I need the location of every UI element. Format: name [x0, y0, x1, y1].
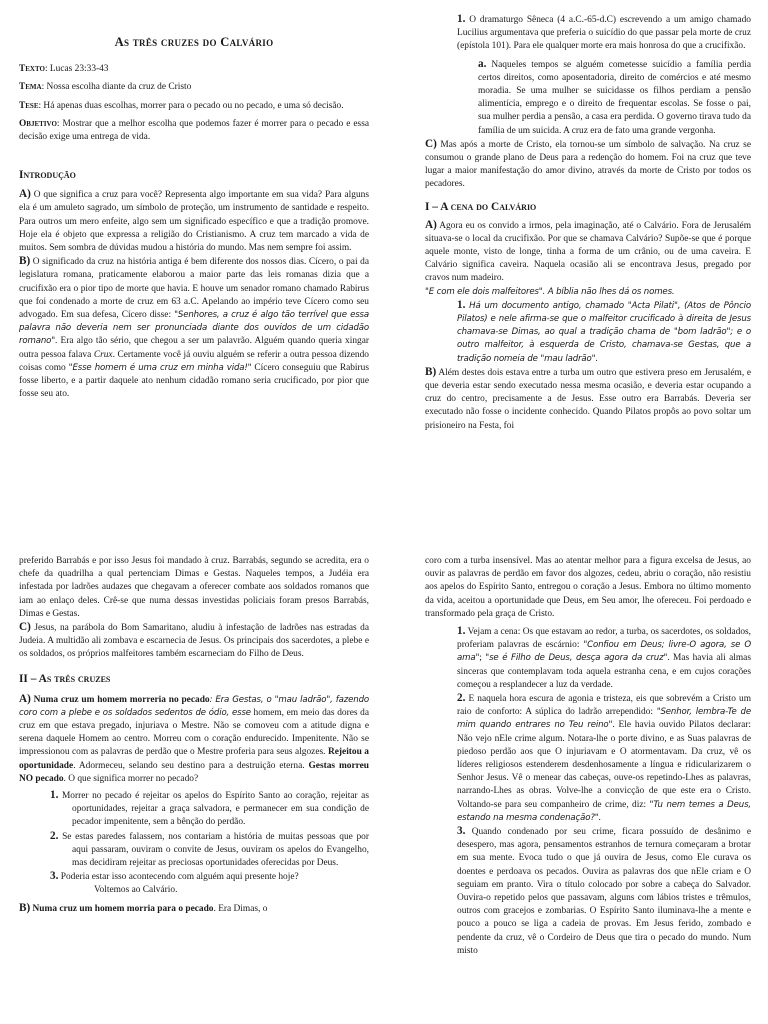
cicero-quote: "Senhores, a cruz é algo tão terrível que essa palavra não deveria nem ser pronunciada diante dos ouvidos de um cidadão romano" [19, 310, 370, 347]
plea-quote: "Senhor, lembra-Te de mim quando entrares no Teu reino" [457, 707, 751, 731]
tese-label: Tese [19, 100, 39, 111]
tema-label: Tema [19, 82, 42, 93]
item-text: Vejam a cena: Os que estavam ao redor, a turba, os sacerdotes, os soldados, proferiam palavras de escárnio: [457, 627, 751, 651]
paragraph-marker: A) [19, 188, 31, 201]
bold-phrase: Rejeitou a oportunidade [19, 747, 369, 771]
acta-pilati-paragraph [425, 299, 751, 366]
item-text: Poderia estar isso acontecendo com alguém aqui presente hoje? [58, 872, 299, 883]
dimas-continuation: coro com a turba insensível. Mas ao atentar melhor para a figura excelsa de Jesus, ao ouvir as palavras de perdão em favor dos algozes, cedeu, abriu o coração, não resistiu aos apelos do Espírito Santo, entregou o coração a Jesus. Embora no último momento da vida, aceitou a oportunidade que Deus, em Seu amor, lhe ofereceu. Foi perdoado e transformado pela graça de Cristo. [425, 556, 751, 619]
section2-heading: II – As três cruzes [19, 672, 111, 685]
gestas-item-1 [19, 789, 369, 830]
item-text: E naquela hora escura de agonia e tristeza, eis que sobrevém a Cristo um raio de conforto: A súplica do ladrão arrependido: [457, 694, 751, 718]
item-marker: 2. [457, 692, 466, 705]
paragraph-marker: A) [425, 218, 437, 231]
calvary-paragraph-b [425, 366, 751, 433]
scene-item-1 [425, 625, 751, 692]
item-marker: 3. [50, 870, 59, 883]
objetivo-line [19, 118, 369, 144]
scene-item-2 [425, 692, 751, 825]
paragraph-marker: B) [19, 901, 31, 914]
item-marker: 3. [457, 825, 466, 838]
page2-right-column [425, 555, 751, 958]
texto-value: : Lucas 23:33-43 [44, 64, 109, 75]
dimas-heading: Numa cruz um homem morria para o pecado [30, 903, 214, 914]
tema-line [19, 81, 369, 94]
paragraph-text: homem, em meio das dores da cruz em que estava pregado, injuriava o Mestre. Não se comoveu com a atitude digna e serena daquele Homem ao centro. Morreu com o coração endurecido. Impenitente. Não se impressionou com as palavras de perdão que o Mestre proferia para seus algozes. [19, 707, 369, 758]
tese-value: : Há apenas duas escolhas, morrer para o pecado ou no pecado, e uma só decisão. [38, 100, 344, 111]
bold-phrase: Gestas morreu NO pecado [19, 760, 369, 784]
item-text: . Mas havia ali almas sinceras que contemplavam toda aquela estranha cena, e em cujos corações começou a resplandecer a luz da verdade. [457, 653, 751, 690]
paragraph-text: . Certamente você já ouviu alguém se referir a outra pessoa dizendo coisas como [19, 349, 369, 373]
paragraph-marker: C) [19, 621, 31, 634]
gestas-paragraph-a [19, 693, 369, 786]
intro-paragraph-a [19, 188, 369, 255]
paragraph-text: . Adormeceu, selando seu destino para a destruição eterna. [73, 760, 309, 771]
paragraph-marker: A) [19, 692, 31, 705]
item-text: ; [479, 653, 486, 664]
calvary-paragraph-a [425, 219, 751, 299]
paragraph-text: Jesus, na parábola do Bom Samaritano, aludiu à infestação de ladrões nas estradas da Judeia. A multidão ali zombava e escarnecia de Jesus. Os principais dos sacerdotes, a plebe e os soldados, os próprios malfeitores também escarneciam do Filho de Deus. [19, 623, 369, 660]
item-marker: 1. [457, 13, 466, 25]
texto-line [19, 63, 369, 76]
acta-pilati-text: Há um documento antigo, chamado "Acta Pilati", (Atos de Pôncio Pilatos) e nele afirma-se que o malfeitor crucificado à direita de Jesus chamava-se Dimas, ao qual a tradição chama de "bom ladrão"; e o outro malfeitor, à esquerda de Cristo, chamava-se Gestas, que a tradição nomeia de "mau ladrão". [457, 300, 751, 364]
item-text: Morrer no pecado é rejeitar os apelos do Espírito Santo ao coração, rejeitar as oportunidades, rejeitar a graça salvadora, e permanecer em sua condição de pecador impenitente, sem a bênção do perdão. [58, 791, 369, 828]
gestas-heading: Numa cruz um homem morreria no pecado [30, 694, 210, 705]
objetivo-value: : Mostrar que a melhor escolha que podemos fazer é morrer para o pecado e essa decisão exige uma entrega de vida. [19, 118, 369, 143]
item-marker: 2. [50, 829, 59, 842]
gestas-item-2 [19, 830, 369, 871]
rebuke-quote: "Tu nem temes a Deus, estando na mesma condenação?" [457, 799, 751, 823]
item-text: . Ele havia ouvido Pilatos declarar: Não vejo nEle crime algum. Notara-lhe o porte divino, e as Suas palavras de piedoso perdão aos que O injuriavam e O atormentavam. Da cruz, vê os líderes religiosos estenderem desdenhosamente a língua e ridicularizarem o Senhor Jesus. Vê o menear das cabeças, ouve-os repetindo-Lhes as palavras, narrando-Lhes as obras. Volve-lhe a convicção de que este era o Cristo. Voltando-se para seu companheiro de crime, diz: [457, 720, 751, 810]
paragraph-text: O significado da cruz na história antiga é bem diferente dos nossos dias. Cícero, o pai da legislatura romana, praticamente elaborou a maior parte das leis romanas dizia que a crucifixão era o pior tipo de morte que havia. E houve um senador romano chamado Rabirus que foi condenado a morte de cruz em 63 a.C. Apelando ao império teve Cícero como seu advogado. Em sua defesa, Cícero disse: [19, 257, 369, 321]
item-text: . [598, 812, 601, 823]
item-text: Quando condenado por seu crime, ficara possuído de desânimo e desespero, mas agora, pensamentos estranhos de ternura começaram a brotar em sua mente. Evoca tudo o que já ouvira de Jesus, como Ele curava os doentes e perdoava os pecados. Ouvira as palavras dos que nEle criam e O seguiam em pranto. Vira o título colocado por sobre a cabeça do Salvador. Ouvira-o repetido pelos que passavam, alguns com lábios tristes e trêmulos, outros com gracejos e zombarias. O Espírito Santo iluminava-lhe a mente e pouco a pouco se liga a cadeia de provas. Em Jesus ferido, zombado e pendente da cruz, vê o Cordeiro de Deus que tira o pecado do mundo. Num misto [457, 827, 751, 956]
paragraph-text: Cícero conseguiu que Rabirus fosse liberto, e a partir daquele ato nenhum cidadão romano seria crucificado, por pior que fosse seu ato. [19, 362, 369, 400]
paragraph-marker: B) [425, 365, 437, 378]
paragraph-text: Agora eu os convido a irmos, pela imaginação, até o Calvário. Fora de Jerusalém situava-se o local da crucifixão. Por que se chamava Calvário? Supõe-se que é porque aquele monte, visto de longe, tinha a forma de um crânio, ou de uma caveira. E Calvário significa caveira. Naquela ocasião ali se encontrava Jesus, pregado por cravos num madeiro. [425, 220, 751, 284]
paragraph-text: . Era algo tão sério, que chegou a ser um palavrão. Alguém quando queria xingar outra pessoa falava [19, 336, 369, 360]
item-marker: 1. [457, 298, 466, 311]
item-text: O dramaturgo Sêneca (4 a.C.-65-d.C) escrevendo a um amigo chamado Lucilius argumentava que preferia o suicídio do que passar pela morte de cruz (epístola 101). Para ele qualquer morte era mais honrosa do que a crucifixão. [457, 15, 751, 52]
cross-quote: "Esse homem é uma cruz em minha vida!" [68, 362, 252, 373]
seneca-paragraph [425, 13, 751, 54]
texto-label: Texto [19, 64, 45, 75]
paragraph-marker: B) [19, 255, 31, 268]
objetivo-label: Objetivo [19, 118, 57, 129]
intro-paragraph-c [425, 138, 751, 192]
malefactors-quote: "E com ele dois malfeitores". A bíblia não lhes dá os nomes. [425, 286, 675, 297]
dimas-paragraph-b [19, 902, 369, 916]
paragraph-text: Mas após a morte de Cristo, ela tornou-se um símbolo de salvação. Na cruz se consumou o grande plano de Deus para a redenção do homem. Foi na cruz que teve lugar a maior manifestação do amor divino, através da morte de Cristo por todos os pecadores. [425, 139, 751, 190]
suicide-paragraph [425, 58, 751, 138]
crux-word: Crux [93, 349, 113, 360]
paragraph-text: . Era Dimas, o [213, 903, 268, 914]
item-marker: 1. [50, 789, 59, 802]
page1-left-column [19, 36, 369, 401]
item-subtext: Voltemos ao Calvário. [94, 885, 178, 896]
item-text: Naqueles tempos se alguém cometesse suicídio a família perdia certos direitos, como aposentadoria, direito de comércios e até mesmo moradia. Se uma mulher se suicidasse os filhos perdiam a pensão alimentícia, emprego e o direito de frequentar escolas. Se fosse o pai, sua mulher perdia a pensão, a casa era perdida. O governo tirava tudo da família de um suicida. A cruz era de fato uma grande vergonha. [478, 59, 751, 136]
paragraph-text: Além destes dois estava entre a turba um outro que estivera preso em Jerusalém, e que deveria estar sendo executado nessa mesma ocasião, e deveria estar ocupando a cruz do centro, precisamente a de Jesus. Esse outro era Barrabás. Deveria ser executado não fosse o incidente conhecido. Quando Pilatos propôs ao povo soltar um prisioneiro na Festa, foi [425, 367, 751, 431]
paragraph-marker: C) [425, 137, 437, 150]
tema-value: : Nossa escolha diante da cruz de Cristo [41, 82, 192, 93]
scene-item-3 [425, 825, 751, 958]
barrabas-paragraph: preferido Barrabás e por isso Jesus foi mandado à cruz. Barrabás, segundo se acredita, era o chefe da quadrilha a qual pertenciam Dimas e Gestas. Naqueles tempos, a Judéia era infestada por ladrões audazes que chegavam a oferecer combate aos soldados romanos que iam ao enlaço deles. Crê-se que numa dessas investidas policiais foram presos Barrabás, Dimas e Gestas. [19, 556, 369, 619]
item-marker: a. [478, 57, 487, 70]
mock-quote: "se é Filho de Deus, desça agora da cruz" [485, 653, 668, 664]
intro-heading: Introdução [19, 169, 76, 182]
page2-left-column [19, 555, 369, 916]
paragraph-text: . O que significa morrer no pecado? [63, 773, 199, 784]
gestas-handwritten: : Era Gestas, o "mau ladrão", fazendo coro com a plebe e os soldados sedentos de ódio, esse [19, 694, 369, 718]
samaritan-paragraph-c [19, 621, 369, 662]
mock-quote: "Confiou em Deus; livre-O agora, se O ama" [457, 640, 751, 664]
paragraph-text: O que significa a cruz para você? Representa algo importante em sua vida? Para alguns ela é um amuleto sagrado, um símbolo de proteção, um instrumento de santidade e respeito. Para outros um mero enfeite, algo sem um significado específico e que a tradição promove. Hoje ela é objeto que expressa a religião do Cristianismo. A cruz tem marcado a vida de muitos. Sem sombra de dúvidas mudou a história do mundo. Mas nem sempre foi assim. [19, 190, 369, 254]
tese-line [19, 100, 369, 113]
item-marker: 1. [457, 625, 466, 638]
gestas-item-3 [19, 870, 369, 897]
document-title: As três cruzes do Calvário [114, 35, 274, 49]
page1-right-column [425, 13, 751, 433]
intro-paragraph-b [19, 255, 369, 401]
section1-heading: I – A cena do Calvário [425, 200, 537, 213]
item-text: Se estas paredes falassem, nos contariam a história de muitas pessoas que por aqui passaram, ouviram o convite de Jesus, ouviram os apelos do Evangelho, mas decidiram rejeitar as preciosas oportunidades oferecidas por Deus. [58, 831, 369, 869]
